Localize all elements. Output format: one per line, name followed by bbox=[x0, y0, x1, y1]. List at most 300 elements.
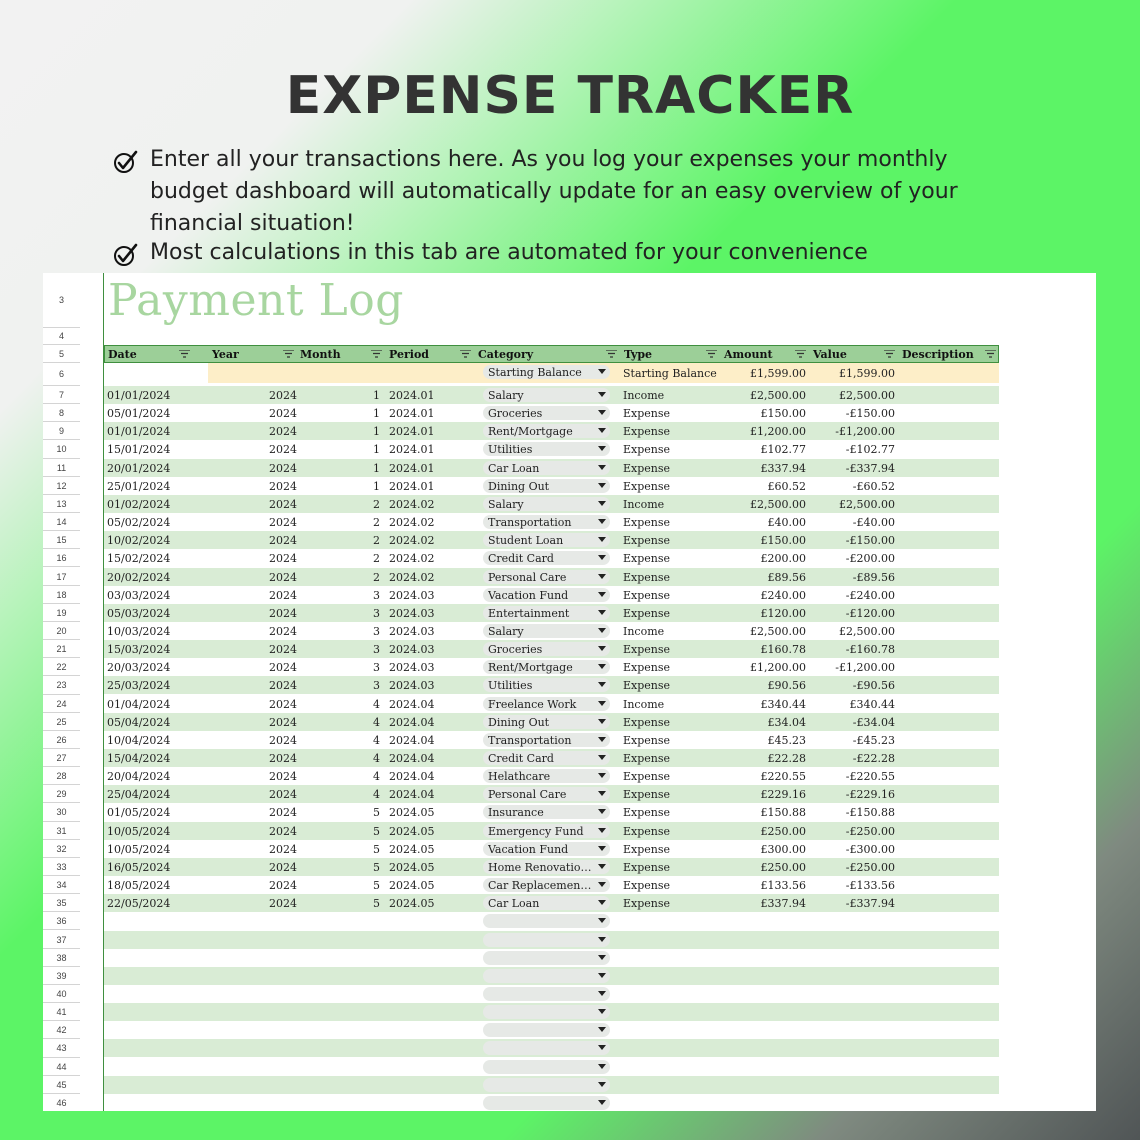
amount-cell: £89.56 bbox=[767, 570, 806, 584]
category-dropdown[interactable] bbox=[483, 787, 610, 801]
date-cell: 15/03/2024 bbox=[107, 643, 171, 657]
caret-down-icon[interactable] bbox=[598, 701, 606, 706]
amount-cell: £250.00 bbox=[760, 824, 806, 838]
year-cell: 2024 bbox=[269, 588, 297, 602]
amount-cell: £2,500.00 bbox=[750, 497, 806, 511]
column-header-category[interactable]: Category bbox=[478, 348, 534, 361]
table-row bbox=[104, 749, 999, 767]
period-cell: 2024.02 bbox=[389, 516, 435, 530]
type-cell: Expense bbox=[623, 842, 671, 856]
starting-balance-row bbox=[104, 363, 999, 385]
amount-cell: £133.56 bbox=[760, 879, 806, 893]
caret-down-icon[interactable] bbox=[598, 991, 606, 996]
date-cell: 20/04/2024 bbox=[107, 770, 171, 784]
category-dropdown[interactable] bbox=[483, 842, 610, 856]
table-row bbox=[104, 622, 999, 640]
filter-icon[interactable] bbox=[985, 350, 996, 358]
caret-down-icon[interactable] bbox=[598, 918, 606, 923]
amount-cell: £150.00 bbox=[760, 407, 806, 421]
table-row bbox=[104, 586, 999, 604]
table-row bbox=[104, 440, 999, 458]
date-cell: 10/02/2024 bbox=[107, 534, 171, 548]
category-dropdown[interactable] bbox=[483, 769, 610, 783]
row-number: 18 bbox=[43, 586, 80, 604]
caret-down-icon[interactable] bbox=[598, 446, 606, 451]
type-cell: Starting Balance bbox=[623, 367, 717, 380]
month-cell: 2 bbox=[373, 534, 380, 548]
type-cell: Expense bbox=[623, 661, 671, 675]
filter-icon[interactable] bbox=[606, 350, 617, 358]
row-number: 20 bbox=[43, 622, 80, 640]
caret-down-icon[interactable] bbox=[598, 1009, 606, 1014]
category-dropdown[interactable] bbox=[483, 588, 610, 602]
instruction-item bbox=[112, 237, 1032, 269]
amount-cell: £300.00 bbox=[760, 842, 806, 856]
month-cell: 1 bbox=[373, 389, 380, 402]
month-cell: 4 bbox=[373, 788, 380, 802]
instruction-item bbox=[112, 144, 1032, 240]
year-cell: 2024 bbox=[269, 806, 297, 820]
caret-down-icon[interactable] bbox=[598, 555, 606, 560]
year-cell: 2024 bbox=[269, 389, 297, 402]
value-cell: -£1,200.00 bbox=[835, 425, 895, 439]
category-dropdown[interactable] bbox=[483, 442, 610, 456]
type-cell: Expense bbox=[623, 806, 671, 820]
caret-down-icon[interactable] bbox=[598, 646, 606, 651]
category-dropdown[interactable] bbox=[483, 1005, 610, 1019]
date-cell: 05/03/2024 bbox=[107, 606, 171, 620]
amount-cell: £34.04 bbox=[767, 715, 806, 729]
empty-row bbox=[104, 949, 999, 967]
value-cell: -£89.56 bbox=[852, 570, 895, 584]
month-cell: 5 bbox=[373, 897, 380, 911]
category-value: Car Loan bbox=[488, 897, 540, 911]
caret-down-icon[interactable] bbox=[598, 973, 606, 978]
category-dropdown[interactable] bbox=[483, 715, 610, 729]
category-value: Home Renovatio… bbox=[488, 860, 592, 874]
month-cell: 1 bbox=[373, 443, 380, 457]
category-value: Groceries bbox=[488, 643, 543, 657]
year-cell: 2024 bbox=[269, 479, 297, 493]
value-cell: -£300.00 bbox=[845, 842, 895, 856]
row-number: 21 bbox=[43, 640, 80, 658]
category-dropdown[interactable] bbox=[483, 570, 610, 584]
category-value: Credit Card bbox=[488, 552, 554, 566]
category-dropdown[interactable] bbox=[483, 733, 610, 747]
category-value: Utilities bbox=[488, 443, 533, 457]
category-value: Credit Card bbox=[488, 752, 554, 765]
year-cell: 2024 bbox=[269, 752, 297, 765]
category-dropdown[interactable] bbox=[483, 365, 610, 379]
year-cell: 2024 bbox=[269, 425, 297, 439]
category-value: Rent/Mortgage bbox=[488, 425, 573, 439]
filter-icon[interactable] bbox=[884, 350, 895, 358]
amount-cell: £337.94 bbox=[760, 897, 806, 911]
row-number: 27 bbox=[43, 749, 80, 767]
instructions bbox=[112, 144, 1032, 269]
period-cell: 2024.05 bbox=[389, 860, 435, 874]
caret-down-icon[interactable] bbox=[598, 519, 606, 524]
type-cell: Expense bbox=[623, 570, 671, 584]
value-cell: -£40.00 bbox=[852, 516, 895, 530]
row-number: 26 bbox=[43, 731, 80, 749]
caret-down-icon[interactable] bbox=[598, 369, 606, 374]
category-dropdown[interactable] bbox=[483, 697, 610, 711]
table-row bbox=[104, 676, 999, 694]
amount-cell: £1,200.00 bbox=[750, 661, 806, 675]
category-dropdown[interactable] bbox=[483, 551, 610, 565]
category-dropdown[interactable] bbox=[483, 497, 610, 511]
period-cell: 2024.04 bbox=[389, 733, 435, 747]
empty-row bbox=[104, 1094, 999, 1111]
value-cell: £1,599.00 bbox=[839, 367, 895, 380]
row-number: 31 bbox=[43, 822, 80, 840]
caret-down-icon[interactable] bbox=[598, 1082, 606, 1087]
year-cell: 2024 bbox=[269, 860, 297, 874]
table-row bbox=[104, 495, 999, 513]
period-cell: 2024.05 bbox=[389, 824, 435, 838]
row-number: 15 bbox=[43, 531, 80, 549]
category-dropdown[interactable] bbox=[483, 624, 610, 638]
amount-cell: £337.94 bbox=[760, 461, 806, 475]
amount-cell: £90.56 bbox=[767, 679, 806, 693]
row-number: 11 bbox=[43, 459, 80, 477]
amount-cell: £60.52 bbox=[767, 479, 806, 493]
year-cell: 2024 bbox=[269, 407, 297, 421]
amount-cell: £102.77 bbox=[760, 443, 806, 457]
category-value: Vacation Fund bbox=[488, 588, 569, 602]
category-dropdown[interactable] bbox=[483, 751, 610, 765]
amount-cell: £45.23 bbox=[767, 733, 806, 747]
empty-row bbox=[104, 1003, 999, 1021]
category-dropdown[interactable] bbox=[483, 860, 610, 874]
caret-down-icon[interactable] bbox=[598, 1027, 606, 1032]
period-cell: 2024.04 bbox=[389, 697, 435, 711]
value-cell: -£150.88 bbox=[845, 806, 895, 820]
column-header-date[interactable]: Date bbox=[108, 348, 137, 361]
filter-icon[interactable] bbox=[460, 350, 471, 358]
category-dropdown[interactable] bbox=[483, 914, 610, 928]
caret-down-icon[interactable] bbox=[598, 592, 606, 597]
month-cell: 4 bbox=[373, 715, 380, 729]
period-cell: 2024.03 bbox=[389, 661, 435, 675]
caret-down-icon[interactable] bbox=[598, 574, 606, 579]
type-cell: Expense bbox=[623, 824, 671, 838]
category-dropdown[interactable] bbox=[483, 461, 610, 475]
table-row bbox=[104, 477, 999, 495]
category-dropdown[interactable] bbox=[483, 606, 610, 620]
category-dropdown[interactable] bbox=[483, 805, 610, 819]
amount-cell: £120.00 bbox=[760, 606, 806, 620]
year-cell: 2024 bbox=[269, 516, 297, 530]
column-header-value[interactable]: Value bbox=[813, 348, 847, 361]
column-header-period[interactable]: Period bbox=[389, 348, 429, 361]
category-value: Personal Care bbox=[488, 788, 567, 802]
type-cell: Income bbox=[623, 624, 665, 638]
row-number: 8 bbox=[43, 404, 80, 422]
amount-cell: £160.78 bbox=[760, 643, 806, 657]
caret-down-icon[interactable] bbox=[598, 955, 606, 960]
row-number: 19 bbox=[43, 604, 80, 622]
type-cell: Expense bbox=[623, 788, 671, 802]
column-header-amount[interactable]: Amount bbox=[724, 348, 773, 361]
row-number: 37 bbox=[43, 931, 80, 949]
month-cell: 1 bbox=[373, 425, 380, 439]
row-number: 29 bbox=[43, 785, 80, 803]
period-cell: 2024.02 bbox=[389, 534, 435, 548]
caret-down-icon[interactable] bbox=[598, 846, 606, 851]
table-row bbox=[104, 568, 999, 586]
period-cell: 2024.02 bbox=[389, 497, 435, 511]
caret-down-icon[interactable] bbox=[598, 410, 606, 415]
caret-down-icon[interactable] bbox=[598, 737, 606, 742]
month-cell: 3 bbox=[373, 661, 380, 675]
table-row bbox=[104, 695, 999, 713]
period-cell: 2024.02 bbox=[389, 570, 435, 584]
column-header-type[interactable]: Type bbox=[624, 348, 653, 361]
caret-down-icon[interactable] bbox=[598, 900, 606, 905]
caret-down-icon[interactable] bbox=[598, 719, 606, 724]
caret-down-icon[interactable] bbox=[598, 392, 606, 397]
column-header-description[interactable]: Description bbox=[902, 348, 974, 361]
category-dropdown[interactable] bbox=[483, 1023, 610, 1037]
column-header-month[interactable]: Month bbox=[300, 348, 341, 361]
amount-cell: £250.00 bbox=[760, 860, 806, 874]
date-cell: 01/02/2024 bbox=[107, 497, 171, 511]
month-cell: 5 bbox=[373, 824, 380, 838]
caret-down-icon[interactable] bbox=[598, 755, 606, 760]
caret-down-icon[interactable] bbox=[598, 664, 606, 669]
caret-down-icon[interactable] bbox=[598, 537, 606, 542]
category-dropdown[interactable] bbox=[483, 951, 610, 965]
category-dropdown[interactable] bbox=[483, 933, 610, 947]
value-cell: -£150.00 bbox=[845, 534, 895, 548]
value-cell: £2,500.00 bbox=[839, 497, 895, 511]
date-cell: 10/04/2024 bbox=[107, 733, 171, 747]
period-cell: 2024.01 bbox=[389, 425, 435, 439]
category-value: Rent/Mortgage bbox=[488, 661, 573, 675]
caret-down-icon[interactable] bbox=[598, 882, 606, 887]
caret-down-icon[interactable] bbox=[598, 1045, 606, 1050]
caret-down-icon[interactable] bbox=[598, 828, 606, 833]
category-value: Groceries bbox=[488, 407, 543, 421]
filter-icon[interactable] bbox=[371, 350, 382, 358]
caret-down-icon[interactable] bbox=[598, 483, 606, 488]
type-cell: Income bbox=[623, 697, 665, 711]
type-cell: Expense bbox=[623, 879, 671, 893]
caret-down-icon[interactable] bbox=[598, 1064, 606, 1069]
row-number: 16 bbox=[43, 549, 80, 567]
row-number: 36 bbox=[43, 912, 80, 930]
row-number: 14 bbox=[43, 513, 80, 531]
row-number: 7 bbox=[43, 386, 80, 404]
row-number: 46 bbox=[43, 1094, 80, 1111]
table-row bbox=[104, 822, 999, 840]
period-cell: 2024.03 bbox=[389, 679, 435, 693]
period-cell: 2024.03 bbox=[389, 588, 435, 602]
table-row bbox=[104, 531, 999, 549]
category-dropdown[interactable] bbox=[483, 1078, 610, 1092]
category-dropdown[interactable] bbox=[483, 660, 610, 674]
amount-cell: £240.00 bbox=[760, 588, 806, 602]
date-cell: 15/02/2024 bbox=[107, 552, 171, 566]
year-cell: 2024 bbox=[269, 715, 297, 729]
date-cell: 15/01/2024 bbox=[107, 443, 171, 457]
table-row bbox=[104, 386, 999, 404]
caret-down-icon[interactable] bbox=[598, 937, 606, 942]
row-number: 45 bbox=[43, 1076, 80, 1094]
category-dropdown[interactable] bbox=[483, 388, 610, 402]
value-cell: -£60.52 bbox=[852, 479, 895, 493]
date-cell: 20/03/2024 bbox=[107, 661, 171, 675]
value-cell: -£229.16 bbox=[845, 788, 895, 802]
value-cell: -£160.78 bbox=[845, 643, 895, 657]
category-value: Utilities bbox=[488, 679, 533, 693]
table-row bbox=[104, 513, 999, 531]
category-value: Student Loan bbox=[488, 534, 564, 548]
row-number: 38 bbox=[43, 949, 80, 967]
type-cell: Expense bbox=[623, 534, 671, 548]
category-dropdown[interactable] bbox=[483, 969, 610, 983]
caret-down-icon[interactable] bbox=[598, 791, 606, 796]
category-dropdown[interactable] bbox=[483, 678, 610, 692]
table-row bbox=[104, 404, 999, 422]
date-cell: 20/02/2024 bbox=[107, 570, 171, 584]
instruction-text: Most calculations in this tab are automated for your convenience bbox=[150, 240, 868, 265]
type-cell: Expense bbox=[623, 770, 671, 784]
caret-down-icon[interactable] bbox=[598, 428, 606, 433]
caret-down-icon[interactable] bbox=[598, 682, 606, 687]
column-header-year[interactable]: Year bbox=[212, 348, 239, 361]
year-cell: 2024 bbox=[269, 643, 297, 657]
category-value: Entertainment bbox=[488, 606, 570, 620]
category-dropdown[interactable] bbox=[483, 824, 610, 838]
year-cell: 2024 bbox=[269, 661, 297, 675]
type-cell: Expense bbox=[623, 897, 671, 911]
month-cell: 4 bbox=[373, 733, 380, 747]
period-cell: 2024.01 bbox=[389, 407, 435, 421]
year-cell: 2024 bbox=[269, 842, 297, 856]
category-value: Car Loan bbox=[488, 461, 540, 475]
instruction-text: Enter all your transactions here. As you log your expenses your monthly budget dashboard will automatically update for an easy overview of your financial situation! bbox=[150, 147, 958, 236]
row-header-column bbox=[43, 273, 80, 1111]
caret-down-icon[interactable] bbox=[598, 501, 606, 506]
sheet-title: Payment Log bbox=[108, 275, 404, 326]
caret-down-icon[interactable] bbox=[598, 773, 606, 778]
category-dropdown[interactable] bbox=[483, 1096, 610, 1110]
value-cell: -£90.56 bbox=[852, 679, 895, 693]
table-row bbox=[104, 840, 999, 858]
category-value: Dining Out bbox=[488, 715, 550, 729]
amount-cell: £2,500.00 bbox=[750, 624, 806, 638]
row-number: 5 bbox=[43, 345, 80, 363]
value-cell: -£1,200.00 bbox=[835, 661, 895, 675]
year-cell: 2024 bbox=[269, 733, 297, 747]
filter-icon[interactable] bbox=[179, 350, 190, 358]
row-number: 4 bbox=[43, 328, 80, 345]
category-dropdown[interactable] bbox=[483, 642, 610, 656]
row-number: 25 bbox=[43, 713, 80, 731]
period-cell: 2024.04 bbox=[389, 752, 435, 765]
value-cell: -£120.00 bbox=[845, 606, 895, 620]
table-row bbox=[104, 876, 999, 894]
value-cell: -£240.00 bbox=[845, 588, 895, 602]
period-cell: 2024.03 bbox=[389, 643, 435, 657]
date-cell: 25/01/2024 bbox=[107, 479, 171, 493]
month-cell: 4 bbox=[373, 697, 380, 711]
amount-cell: £1,200.00 bbox=[750, 425, 806, 439]
type-cell: Expense bbox=[623, 643, 671, 657]
checkmark-circle-icon bbox=[112, 241, 140, 269]
date-cell: 16/05/2024 bbox=[107, 860, 171, 874]
period-cell: 2024.01 bbox=[389, 389, 435, 402]
category-dropdown[interactable] bbox=[483, 424, 610, 438]
table-row bbox=[104, 658, 999, 676]
filter-icon[interactable] bbox=[795, 350, 806, 358]
amount-cell: £1,599.00 bbox=[750, 367, 806, 380]
date-cell: 05/01/2024 bbox=[107, 407, 171, 421]
category-dropdown[interactable] bbox=[483, 533, 610, 547]
category-dropdown[interactable] bbox=[483, 878, 610, 892]
category-dropdown[interactable] bbox=[483, 515, 610, 529]
category-dropdown[interactable] bbox=[483, 479, 610, 493]
year-cell: 2024 bbox=[269, 461, 297, 475]
empty-row bbox=[104, 1039, 999, 1057]
caret-down-icon[interactable] bbox=[598, 864, 606, 869]
type-cell: Expense bbox=[623, 461, 671, 475]
category-dropdown[interactable] bbox=[483, 896, 610, 910]
category-value: Transportation bbox=[488, 733, 572, 747]
year-cell: 2024 bbox=[269, 879, 297, 893]
row-number: 22 bbox=[43, 658, 80, 676]
category-dropdown[interactable] bbox=[483, 406, 610, 420]
category-dropdown[interactable] bbox=[483, 1041, 610, 1055]
month-cell: 3 bbox=[373, 624, 380, 638]
filter-icon[interactable] bbox=[283, 350, 294, 358]
amount-cell: £150.88 bbox=[760, 806, 806, 820]
value-cell: £2,500.00 bbox=[839, 389, 895, 402]
row-number: 10 bbox=[43, 440, 80, 458]
table-row bbox=[104, 422, 999, 440]
empty-row bbox=[104, 912, 999, 930]
month-cell: 4 bbox=[373, 752, 380, 765]
period-cell: 2024.05 bbox=[389, 879, 435, 893]
value-cell: -£22.28 bbox=[852, 752, 895, 765]
period-cell: 2024.04 bbox=[389, 715, 435, 729]
category-dropdown[interactable] bbox=[483, 987, 610, 1001]
filter-icon[interactable] bbox=[706, 350, 717, 358]
caret-down-icon[interactable] bbox=[598, 628, 606, 633]
date-cell: 25/03/2024 bbox=[107, 679, 171, 693]
category-dropdown[interactable] bbox=[483, 1060, 610, 1074]
year-cell: 2024 bbox=[269, 534, 297, 548]
empty-row bbox=[104, 1021, 999, 1039]
month-cell: 3 bbox=[373, 679, 380, 693]
value-cell: £340.44 bbox=[849, 697, 895, 711]
caret-down-icon[interactable] bbox=[598, 809, 606, 814]
type-cell: Expense bbox=[623, 733, 671, 747]
date-cell: 01/01/2024 bbox=[107, 425, 171, 439]
table-row bbox=[104, 858, 999, 876]
type-cell: Income bbox=[623, 389, 665, 402]
caret-down-icon[interactable] bbox=[598, 1100, 606, 1105]
type-cell: Expense bbox=[623, 606, 671, 620]
caret-down-icon[interactable] bbox=[598, 610, 606, 615]
checkmark-circle-icon bbox=[112, 148, 140, 176]
caret-down-icon[interactable] bbox=[598, 465, 606, 470]
category-value: Transportation bbox=[488, 516, 572, 530]
date-cell: 10/05/2024 bbox=[107, 842, 171, 856]
